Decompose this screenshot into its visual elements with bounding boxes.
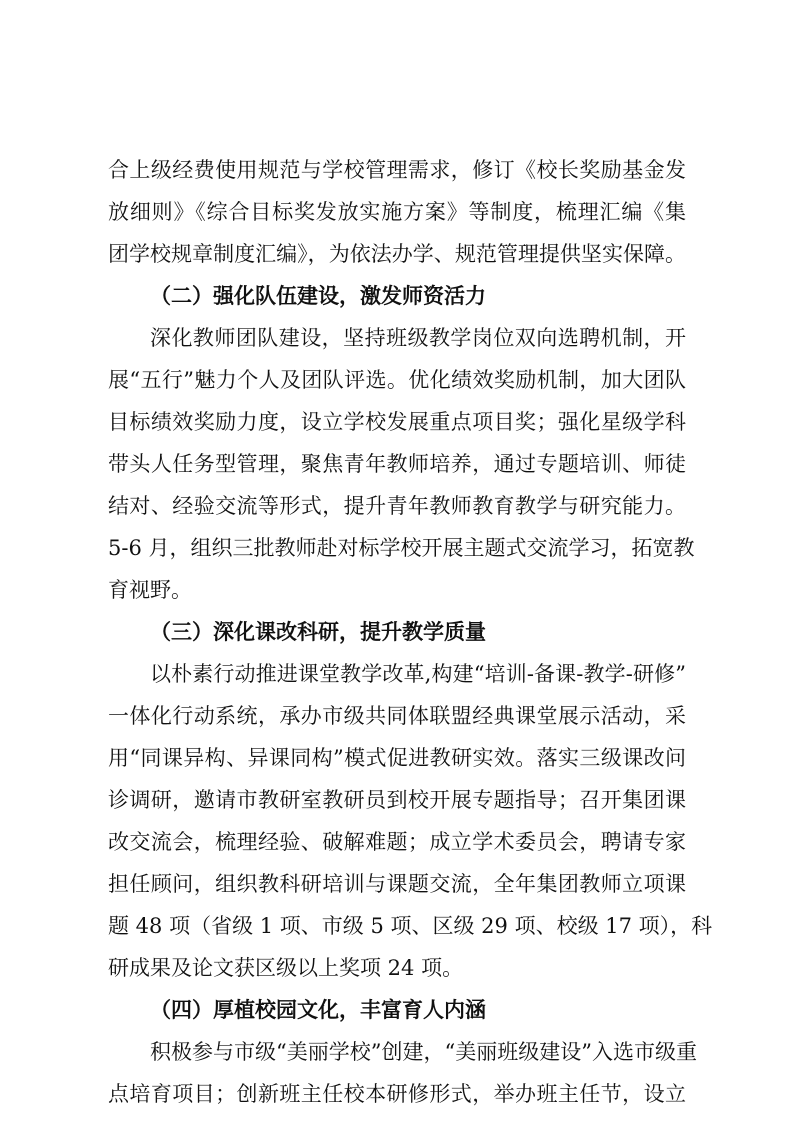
body-text-line: 展“五行”魅力个人及团队评选。优化绩效奖励机制，加大团队 (108, 368, 686, 392)
body-text-line: 团学校规章制度汇编》，为依法办学、规范管理提供坚实保障。 (108, 242, 686, 266)
section-heading-4: （四）厚植校园文化，丰富育人内涵 (150, 997, 486, 1022)
body-text-line: 合上级经费使用规范与学校管理需求，修订《校长奖励基金发 (108, 158, 686, 182)
body-text-line: 改交流会，梳理经验、破解难题；成立学术委员会，聘请专家 (108, 830, 686, 854)
section-heading-2: （二）强化队伍建设，激发师资活力 (150, 283, 486, 308)
body-text-line: 一体化行动系统，承办市级共同体联盟经典课堂展示活动，采 (108, 704, 686, 728)
body-text-line: 带头人任务型管理，聚焦青年教师培养，通过专题培训、师徒 (108, 452, 686, 476)
body-text-line: 5-6 月，组织三批教师赴对标学校开展主题式交流学习，拓宽教 (108, 536, 695, 560)
body-text-line: 育视野。 (108, 578, 192, 602)
body-text-line: 放细则》《综合目标奖发放实施方案》等制度，梳理汇编《集 (108, 200, 686, 224)
body-text-line: 目标绩效奖励力度，设立学校发展重点项目奖；强化星级学科 (108, 410, 686, 434)
body-text-line: 用“同课异构、异课同构”模式促进教研实效。落实三级课改问 (108, 746, 686, 770)
section-heading-3: （三）深化课改科研，提升教学质量 (150, 619, 486, 644)
paragraph-first-line: 积极参与市级“美丽学校”创建，“美丽班级建设”入选市级重 (150, 1040, 697, 1064)
paragraph-first-line: 深化教师团队建设，坚持班级教学岗位双向选聘机制，开 (150, 326, 686, 350)
body-text-line: 担任顾问，组织教科研培训与课题交流，全年集团教师立项课 (108, 872, 686, 896)
paragraph-first-line: 以朴素行动推进课堂教学改革,构建“培训-备课-教学-研修” (150, 662, 686, 686)
body-text-line: 研成果及论文获区级以上奖项 24 项。 (108, 956, 464, 980)
body-text-line: 诊调研，邀请市教研室教研员到校开展专题指导；召开集团课 (108, 788, 686, 812)
body-text-line: 结对、经验交流等形式，提升青年教师教育教学与研究能力。 (108, 494, 686, 518)
body-text-line: 点培育项目；创新班主任校本研修形式，举办班主任节，设立 (108, 1082, 686, 1106)
body-text-line: 题 48 项（省级 1 项、市级 5 项、区级 29 项、校级 17 项），科 (108, 914, 713, 938)
